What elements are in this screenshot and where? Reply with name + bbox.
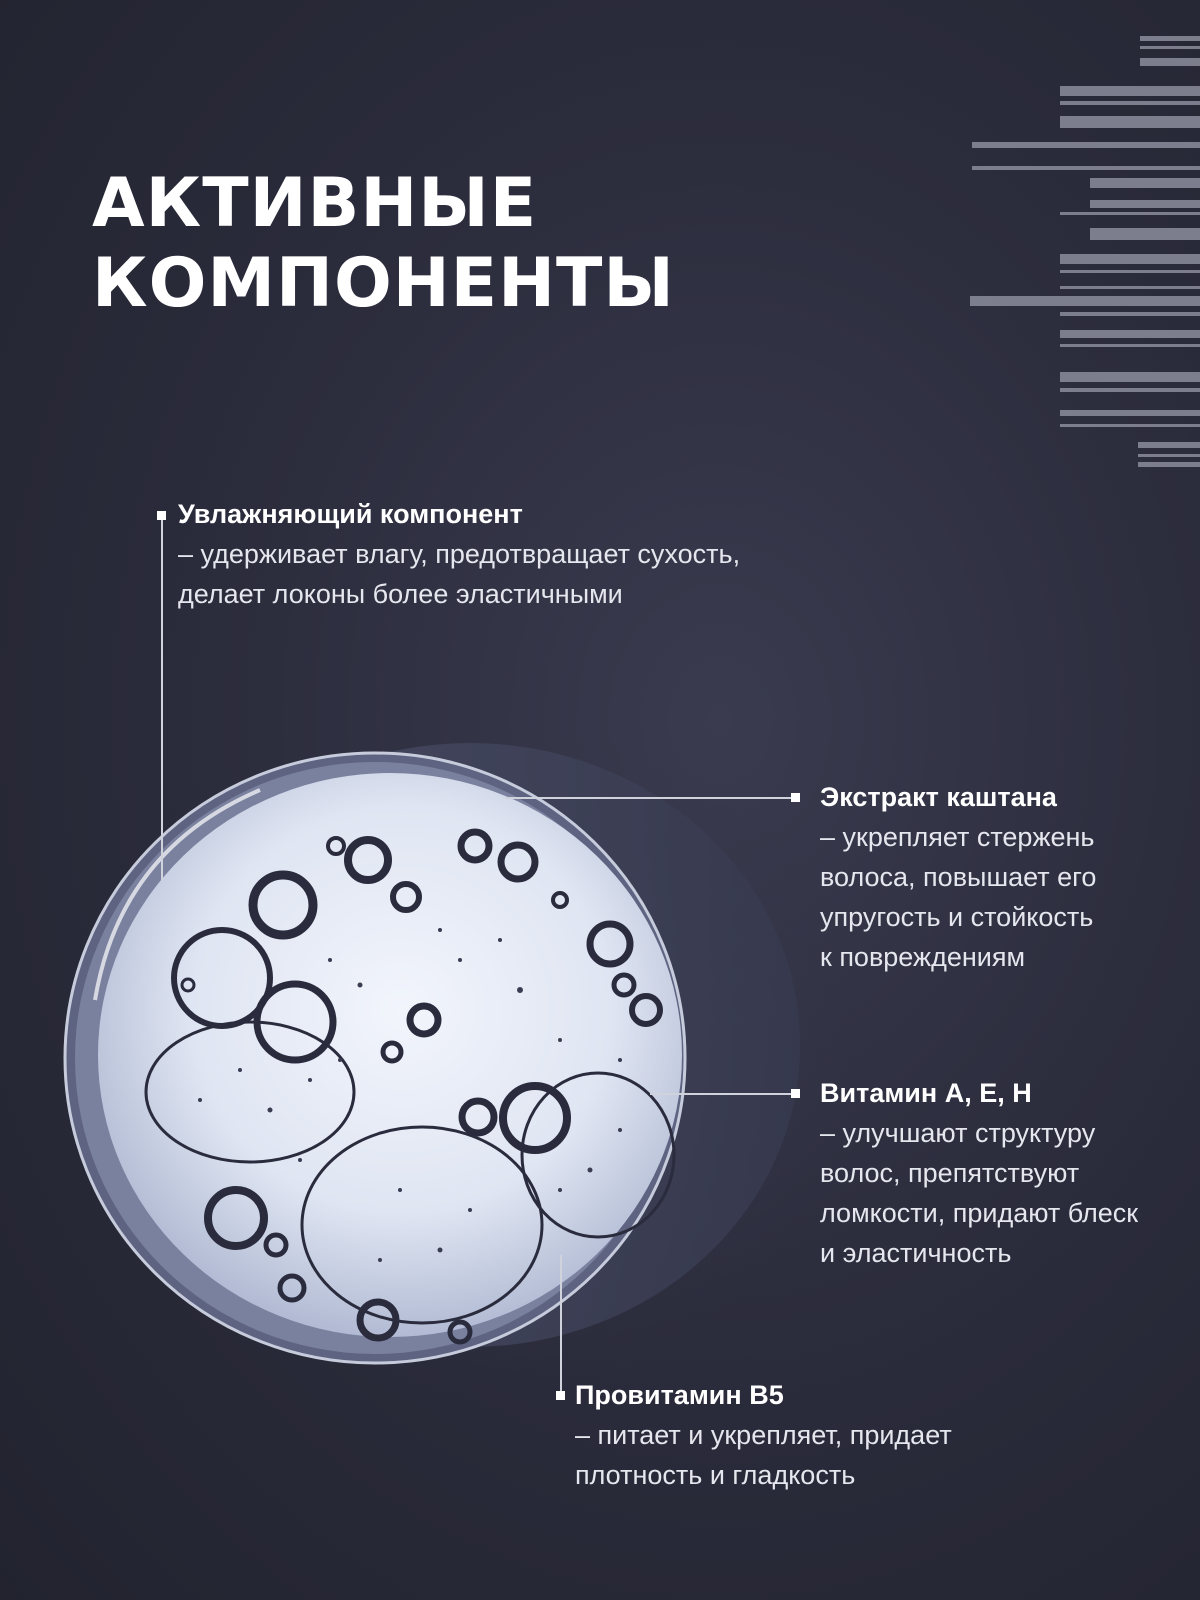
- bullet-chestnut: [791, 793, 800, 802]
- bullet-moisturizer: [157, 511, 166, 520]
- callout-moisturizer: [178, 494, 838, 614]
- callout-heading: Витамин А, Е, Н: [820, 1078, 1032, 1108]
- callout-description: – питает и укрепляет, придает плотность и гладкость: [575, 1420, 952, 1490]
- callout-description: – удерживает влагу, предотвращает сухость, делает локоны более эластичными: [178, 539, 741, 609]
- bullet-vitamins: [791, 1089, 800, 1098]
- bullet-provitamin: [556, 1391, 565, 1400]
- callout-description: – улучшают структуру волос, препятствуют ломкости, придают блеск и эластичность: [820, 1118, 1139, 1268]
- title-line-1: АКТИВНЫЕ: [92, 164, 538, 243]
- callout-vitamins: [820, 1073, 1190, 1273]
- callout-provitamin: [575, 1375, 1055, 1495]
- connector-line-vitamins: [650, 1093, 795, 1095]
- callout-description: – укрепляет стержень волоса, повышает его упругость и стойкость к повреждениям: [820, 822, 1097, 972]
- connector-line-moisturizer: [161, 516, 163, 881]
- callout-chestnut: [820, 777, 1180, 977]
- title-line-2: КОМПОНЕНТЫ: [92, 244, 675, 323]
- connector-line-provitamin: [560, 1255, 562, 1395]
- callout-heading: Экстракт каштана: [820, 782, 1057, 812]
- callout-heading: Провитамин В5: [575, 1380, 784, 1410]
- connector-line-chestnut: [505, 797, 795, 799]
- callout-heading: Увлажняющий компонент: [178, 499, 523, 529]
